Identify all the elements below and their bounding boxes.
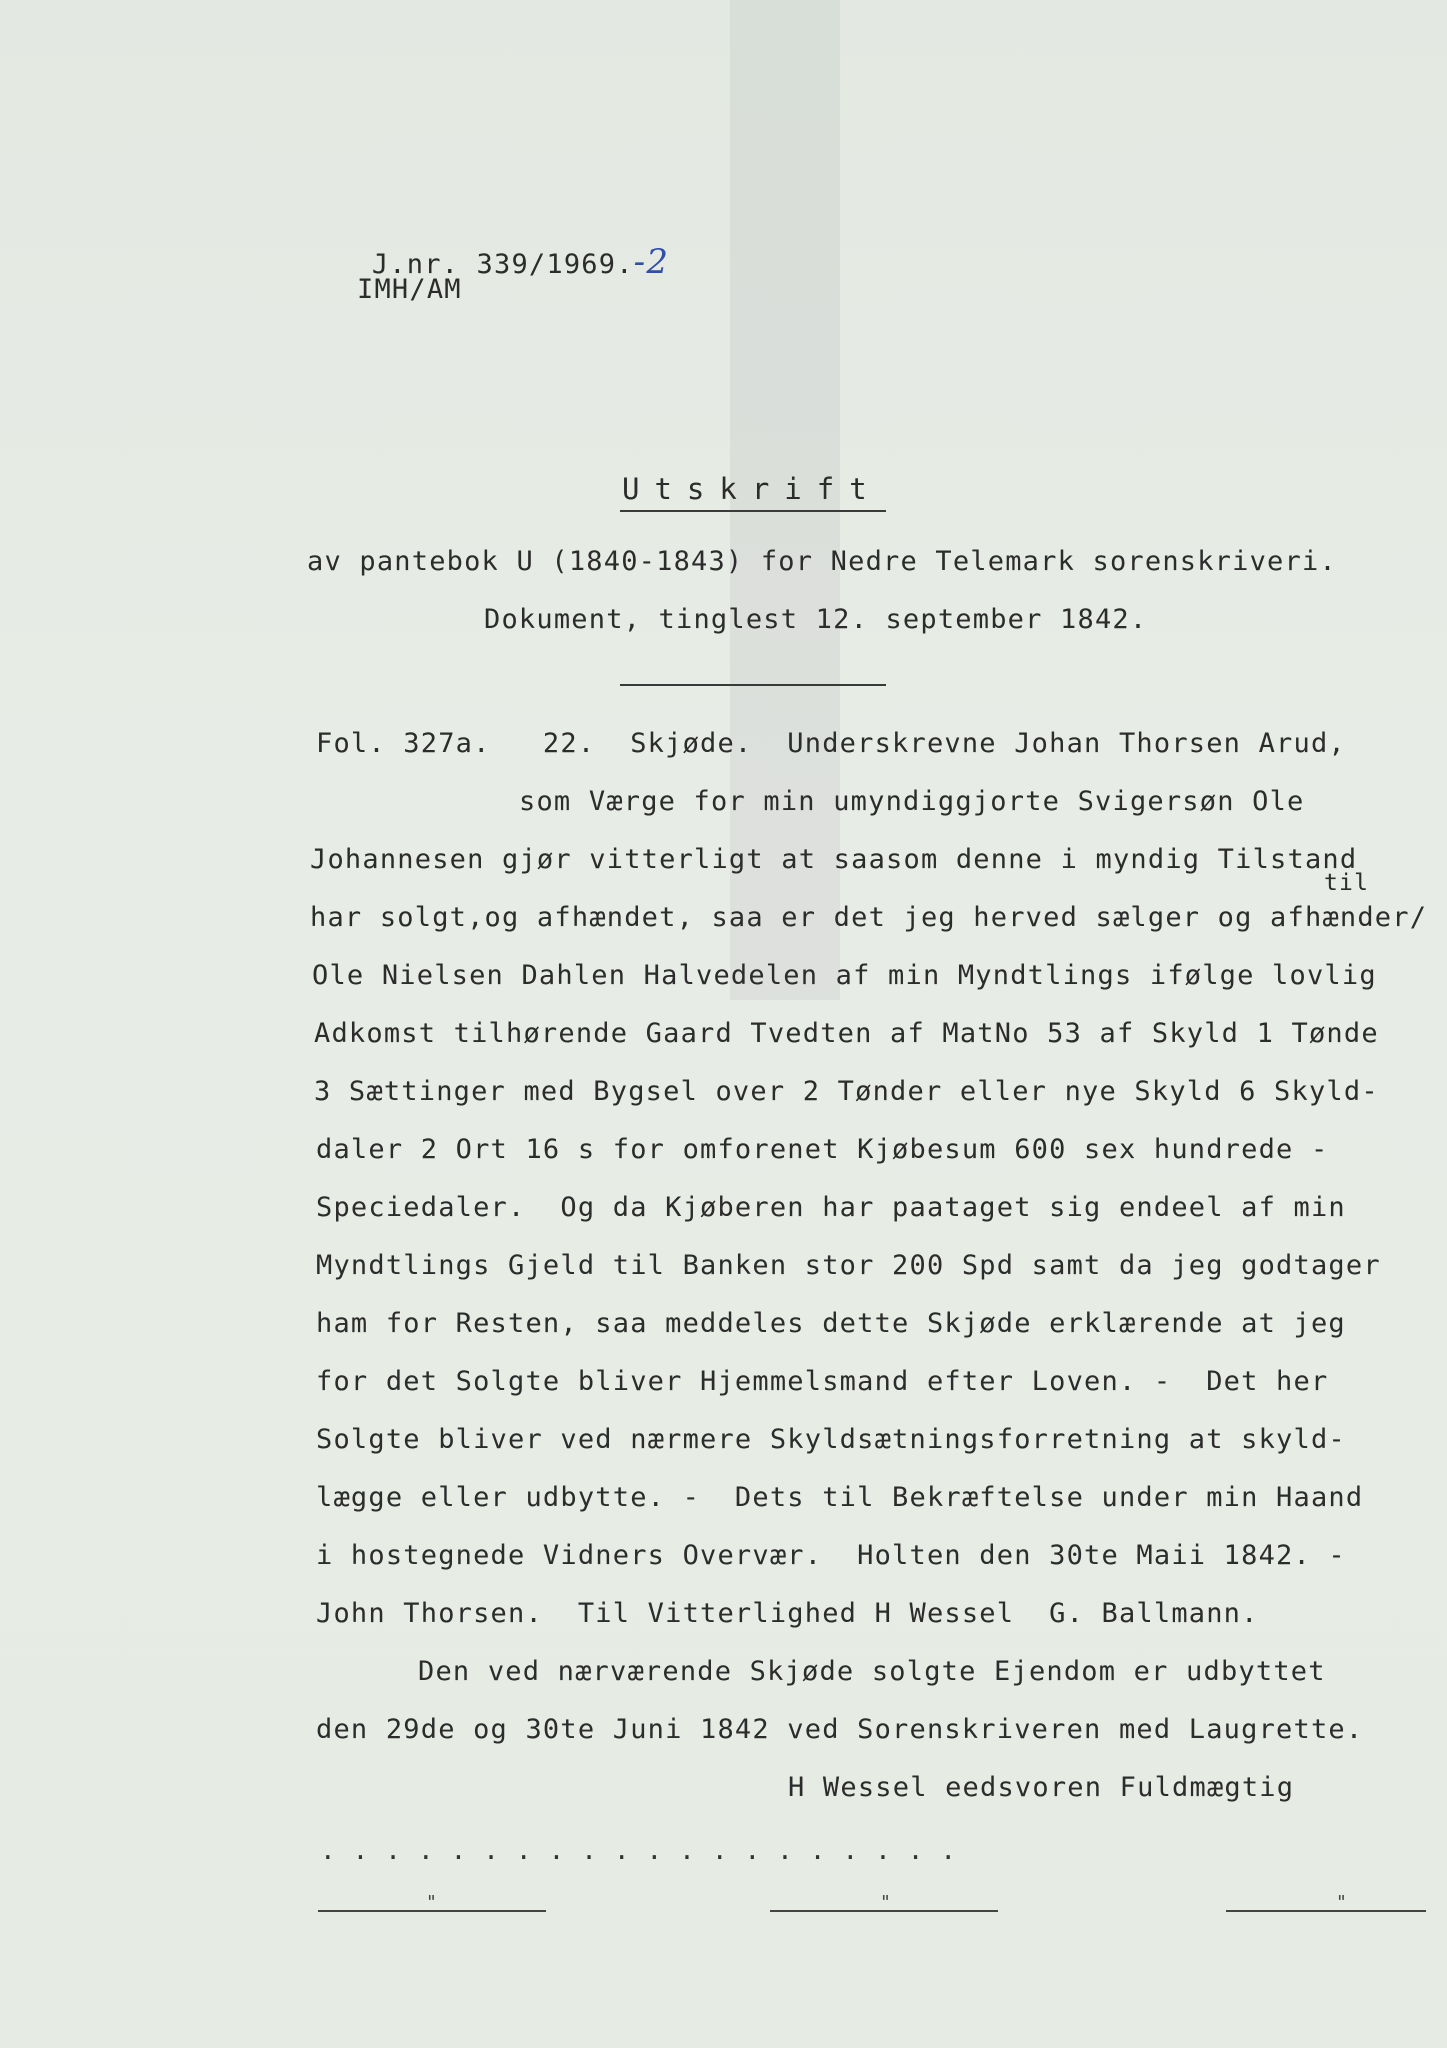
body-line-2: som Værge for min umyndiggjorte Svigersøn Ole bbox=[519, 786, 1305, 817]
section-divider bbox=[620, 684, 886, 686]
body-line-17: Den ved nærværende Skjøde solgte Ejendom er udbyttet bbox=[418, 1656, 1326, 1687]
body-line-19: H Wessel eedsvoren Fuldmægtig bbox=[788, 1772, 1295, 1803]
journal-number-text: J.nr. 339/1969. bbox=[371, 249, 634, 280]
body-line-7: 3 Sættinger med Bygsel over 2 Tønder eller nye Skyld 6 Skyld- bbox=[314, 1076, 1379, 1107]
title-underline bbox=[620, 510, 886, 512]
body-line-6: Adkomst tilhørende Gaard Tvedten af MatNo 53 af Skyld 1 Tønde bbox=[314, 1018, 1379, 1049]
body-line-14: lægge eller udbytte. - Dets til Bekræftelse under min Haand bbox=[316, 1482, 1364, 1513]
body-line-10: Myndtlings Gjeld til Banken stor 200 Spd samt da jeg godtager bbox=[316, 1250, 1381, 1281]
ditto-mark-left: " bbox=[426, 1892, 437, 1913]
body-line-16: John Thorsen. Til Vitterlighed H Wessel G. Ballmann. bbox=[316, 1598, 1259, 1629]
body-line-4: har solgt,og afhændet, saa er det jeg herved sælger og afhænder/ bbox=[310, 902, 1428, 933]
body-line-9: Speciedaler. Og da Kjøberen har paataget sig endeel af min bbox=[316, 1192, 1346, 1223]
ditto-mark-middle: " bbox=[880, 1892, 891, 1913]
body-line-11: ham for Resten, saa meddeles dette Skjøde erklærende at jeg bbox=[316, 1308, 1346, 1339]
subtitle-line-2: Dokument, tinglest 12. september 1842. bbox=[484, 604, 1148, 635]
journal-suffix-handwritten: -2 bbox=[633, 242, 670, 282]
initials: IMH/AM bbox=[357, 274, 462, 305]
body-line-13: Solgte bliver ved nærmere Skyldsætningsforretning at skyld- bbox=[316, 1424, 1346, 1455]
signature-line-right bbox=[1226, 1910, 1426, 1912]
body-line-12: for det Solgte bliver Hjemmelsmand efter Loven. - Det her bbox=[316, 1366, 1329, 1397]
ditto-mark-right: " bbox=[1336, 1892, 1347, 1913]
document-title: Utskrift bbox=[622, 472, 882, 506]
body-line-8: daler 2 Ort 16 s for omforenet Kjøbesum 600 sex hundrede - bbox=[316, 1134, 1329, 1165]
subtitle-line-1: av pantebok U (1840-1843) for Nedre Telemark sorenskriveri. bbox=[307, 546, 1337, 577]
body-line-18: den 29de og 30te Juni 1842 ved Sorenskriveren med Laugrette. bbox=[316, 1714, 1364, 1745]
body-line-1: Fol. 327a. 22. Skjøde. Underskrevne Johan Thorsen Arud, bbox=[316, 728, 1346, 759]
body-line-3: Johannesen gjør vitterligt at saasom denne i myndig Tilstand bbox=[310, 844, 1358, 875]
body-line-15: i hostegnede Vidners Overvær. Holten den 30te Maii 1842. - bbox=[316, 1540, 1346, 1571]
dotted-separator: .................... bbox=[320, 1836, 974, 1866]
interlinear-insert: til bbox=[1324, 870, 1370, 896]
body-line-5: Ole Nielsen Dahlen Halvedelen af min Myndtlings ifølge lovlig bbox=[312, 960, 1377, 991]
